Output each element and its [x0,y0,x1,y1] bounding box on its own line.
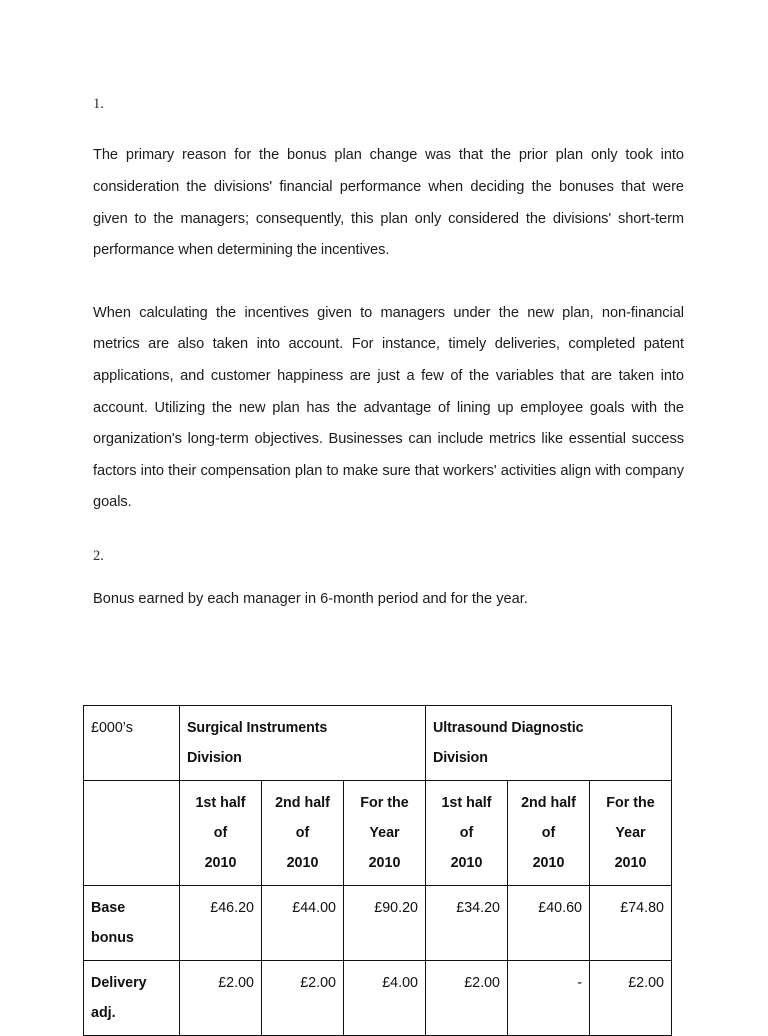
row-label-line1: Delivery [91,975,147,991]
cell-value: £2.00 [426,961,508,1036]
paragraph-2: When calculating the incentives given to managers under the new plan, non-financial metrics are also taken into account. For instance, timely deliveries, completed patent applications, and customer happiness are just a few of the variables that are taken into account. Utilizing the new plan has the advantage of lining up employee goals with the organization's long-term objectives. Businesses can include metrics like essential success factors into their compensation plan to make sure that workers' activities align with company goals. [93,304,684,511]
cell-units-label: £000’s [84,706,180,781]
cell-value: £44.00 [262,886,344,961]
list-number-2: 2. [93,547,104,564]
period-line1: For the [606,795,655,811]
period-line1: 2nd half [275,795,330,811]
division-name-line2: Division [187,750,242,766]
table-caption: Bonus earned by each manager in 6-month period and for the year. [93,591,528,608]
period-line2: of [541,825,556,841]
cell-division-surgical [180,706,426,781]
period-line2: of [459,825,474,841]
table-row-division-header [84,706,672,781]
table-row [84,886,672,961]
bonus-table-container [83,705,671,1036]
period-line3: 2010 [368,855,401,871]
spacer [93,519,684,548]
period-line3: 2010 [532,855,565,871]
division-name-line1: Surgical Instruments [187,720,328,736]
period-line1: For the [360,795,409,811]
division-name-line2: Division [433,750,488,766]
cell-division-ultrasound [426,706,672,781]
paragraph-1: The primary reason for the bonus plan change was that the prior plan only took into consideration the divisions' financial performance when deciding the bonuses that were given to the managers; consequently, this plan only considered the divisions' short-term performance when determining the incentives. [93,147,684,259]
table-row-period-header [84,781,672,886]
spacer [93,565,684,587]
period-line3: 2010 [286,855,319,871]
cell-period-header-2 [262,781,344,886]
division-name-line1: Ultrasound Diagnostic [433,720,584,736]
cell-value: £74.80 [590,886,672,961]
bonus-table [83,705,672,1036]
period-line3: 2010 [450,855,483,871]
cell-value: £34.20 [426,886,508,961]
period-line2: of [295,825,310,841]
period-line1: 1st half [441,795,492,811]
document-body [93,96,684,611]
period-line2: of [213,825,228,841]
period-line3: 2010 [614,855,647,871]
cell-period-header-1 [180,781,262,886]
cell-value: £4.00 [344,961,426,1036]
cell-value: £90.20 [344,886,426,961]
period-line2: Year [615,825,646,841]
period-line1: 2nd half [521,795,576,811]
list-number-1: 1. [93,96,104,112]
cell-row-label-base-bonus [84,886,180,961]
cell-value: £2.00 [262,961,344,1036]
period-line2: Year [369,825,400,841]
cell-period-header-3 [344,781,426,886]
cell-period-header-4 [426,781,508,886]
period-line1: 1st half [195,795,246,811]
cell-period-header-5 [508,781,590,886]
period-line3: 2010 [204,855,237,871]
cell-value: £40.60 [508,886,590,961]
row-label-line2: bonus [91,930,134,946]
cell-period-header-6 [590,781,672,886]
row-label-line1: Base [91,900,126,916]
cell-value: £2.00 [180,961,262,1036]
row-label-line2: adj. [91,1005,116,1021]
cell-empty-corner [84,781,180,886]
spacer [93,267,684,298]
table-row [84,961,672,1036]
cell-value: £2.00 [590,961,672,1036]
spacer [93,113,684,140]
cell-value: £46.20 [180,886,262,961]
cell-row-label-delivery-adj [84,961,180,1036]
cell-value: - [508,961,590,1036]
